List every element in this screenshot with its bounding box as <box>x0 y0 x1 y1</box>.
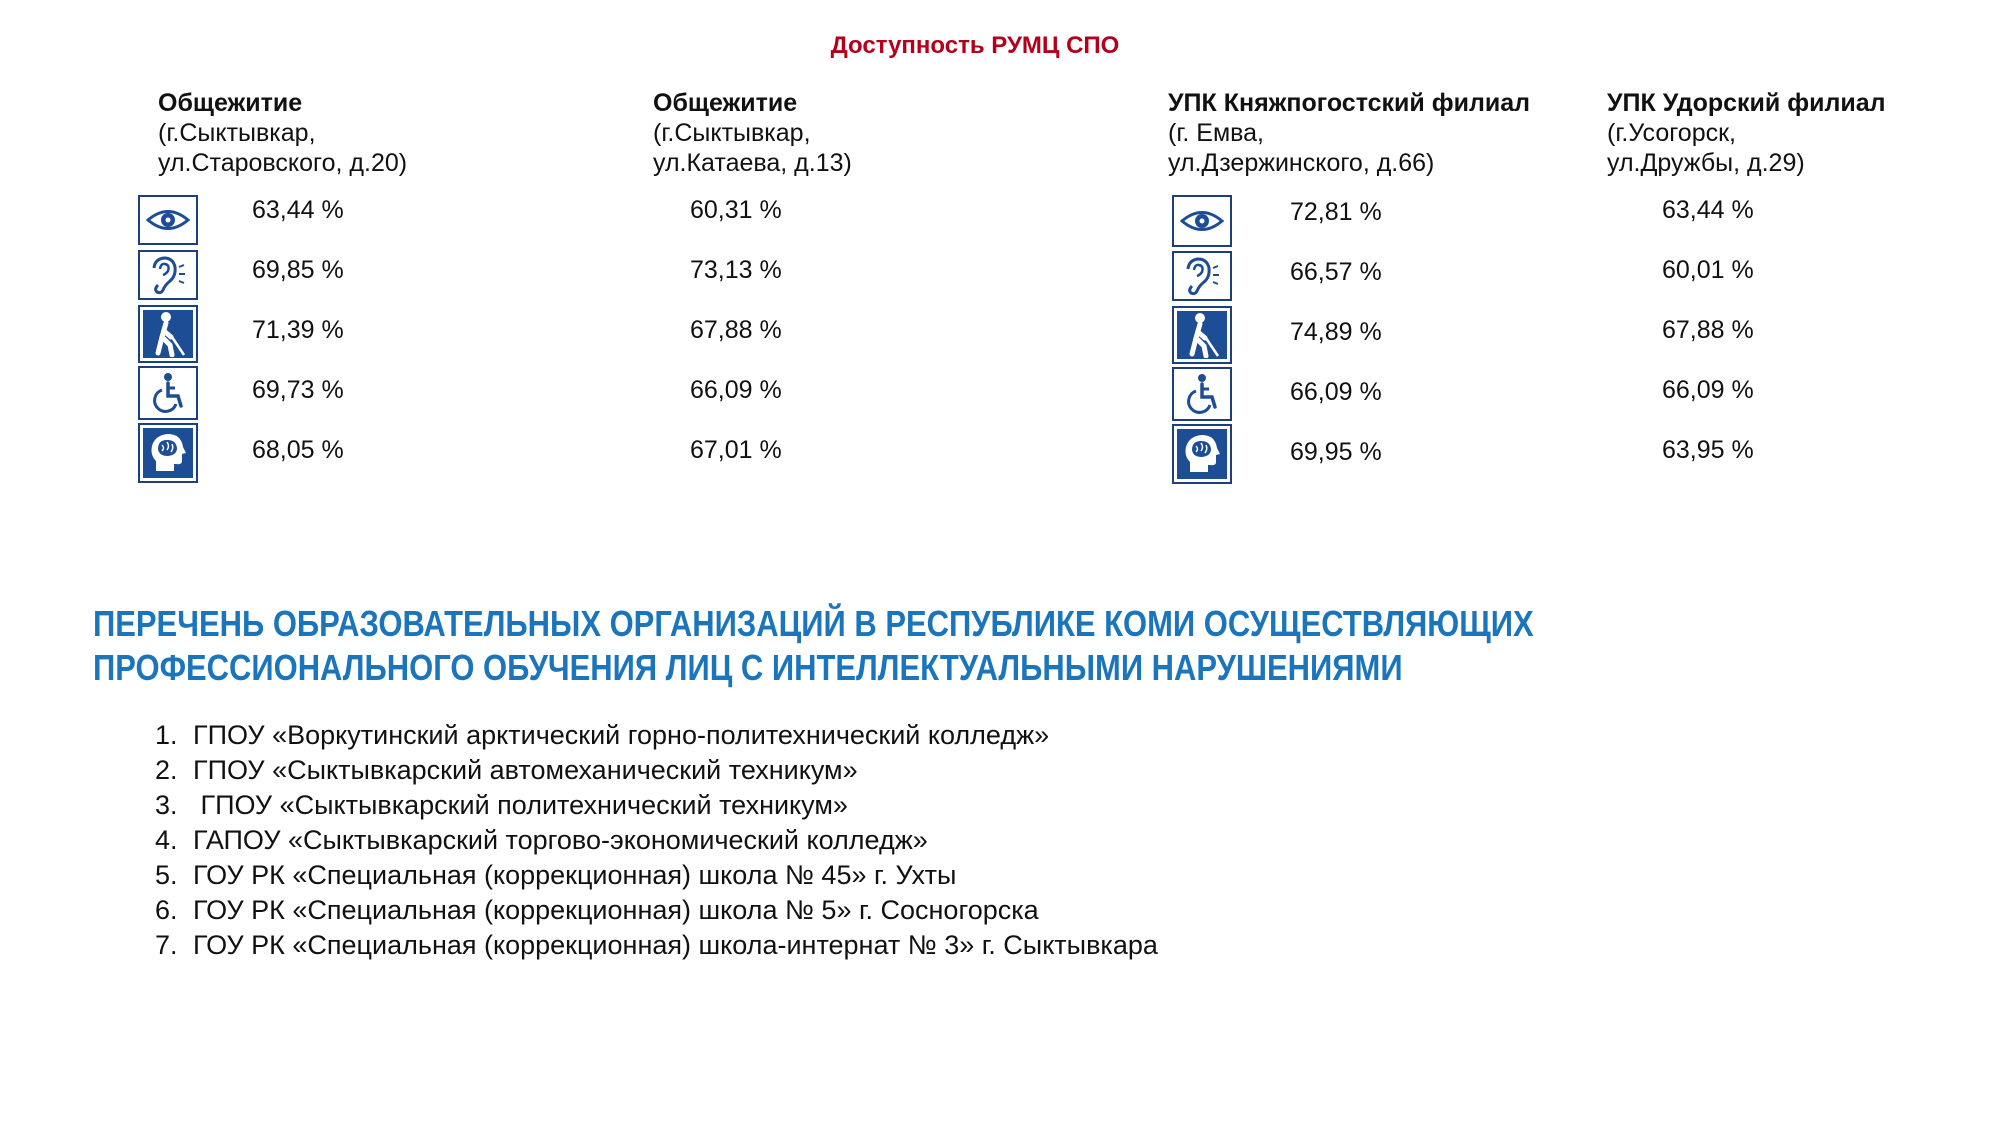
value-vision: 63,44 % <box>1662 196 1754 224</box>
list-item <box>155 928 1158 963</box>
eye-icon <box>138 195 198 245</box>
list-item-number: 2. <box>155 755 178 785</box>
list-item-number: 3. <box>155 790 178 820</box>
value-hearing: 66,57 % <box>1290 258 1382 286</box>
value-hearing: 69,85 % <box>252 256 344 284</box>
organization-list <box>155 718 1158 963</box>
list-item <box>155 788 1158 823</box>
head-brain-icon <box>1172 424 1232 484</box>
blind-person-cane-icon <box>1172 306 1232 364</box>
column-address-line1: (г.Сыктывкар, <box>653 119 811 147</box>
value-blind-mobility: 71,39 % <box>252 316 344 344</box>
value-vision: 72,81 % <box>1290 198 1382 226</box>
list-item-text: ГПОУ «Сыктывкарский политехнический техникум» <box>193 790 848 820</box>
value-wheelchair: 66,09 % <box>1662 376 1754 404</box>
column-header-dorm-starovskogo <box>158 88 407 178</box>
column-address-line2: ул.Дзержинского, д.66) <box>1168 149 1435 177</box>
value-hearing: 60,01 % <box>1662 256 1754 284</box>
column-header-upk-knyazhpogost <box>1168 88 1530 178</box>
list-item-number: 1. <box>155 720 178 750</box>
value-mental: 63,95 % <box>1662 436 1754 464</box>
head-brain-icon <box>138 423 198 483</box>
value-hearing: 73,13 % <box>690 256 782 284</box>
column-address-line2: ул.Катаева, д.13) <box>653 149 852 177</box>
ear-icon <box>1172 251 1232 301</box>
list-item <box>155 718 1158 753</box>
value-mental: 68,05 % <box>252 436 344 464</box>
slide-title: Доступность РУМЦ СПО <box>830 32 1120 59</box>
value-wheelchair: 66,09 % <box>690 376 782 404</box>
value-blind-mobility: 74,89 % <box>1290 318 1382 346</box>
list-item-number: 4. <box>155 825 178 855</box>
list-item-text: ГПОУ «Воркутинский арктический горно-политехнический колледж» <box>193 720 1050 750</box>
value-wheelchair: 69,73 % <box>252 376 344 404</box>
value-wheelchair: 66,09 % <box>1290 378 1382 406</box>
column-header-upk-udora <box>1607 88 1886 178</box>
list-item-text: ГПОУ «Сыктывкарский автомеханический техникум» <box>193 755 858 785</box>
wheelchair-icon <box>1172 367 1232 421</box>
column-address-line2: ул.Старовского, д.20) <box>158 149 408 177</box>
value-vision: 63,44 % <box>252 196 344 224</box>
column-address-line1: (г.Усогорск, <box>1607 119 1736 147</box>
section-heading-line2: ПРОФЕССИОНАЛЬНОГО ОБУЧЕНИЯ ЛИЦ С ИНТЕЛЛЕКТУАЛЬНЫМИ НАРУШЕНИЯМИ <box>93 647 1403 688</box>
ear-icon <box>138 250 198 300</box>
list-item-number: 5. <box>155 860 178 890</box>
column-name: УПК Княжпогостский филиал <box>1168 89 1530 117</box>
section-heading-line1: ПЕРЕЧЕНЬ ОБРАЗОВАТЕЛЬНЫХ ОРГАНИЗАЦИЙ В РЕСПУБЛИКЕ КОМИ ОСУЩЕСТВЛЯЮЩИХ <box>93 603 1534 644</box>
list-item <box>155 858 1158 893</box>
list-item-number: 7. <box>155 930 178 960</box>
list-item-text: ГОУ РК «Специальная (коррекционная) школа № 5» г. Сосногорска <box>193 895 1039 925</box>
list-item-text: ГОУ РК «Специальная (коррекционная) школа-интернат № 3» г. Сыктывкара <box>193 930 1158 960</box>
column-name: УПК Удорский филиал <box>1607 89 1886 117</box>
column-address-line1: (г.Сыктывкар, <box>158 119 316 147</box>
column-header-dorm-kataeva <box>653 88 852 178</box>
section-heading <box>93 602 1684 690</box>
list-item <box>155 753 1158 788</box>
list-item <box>155 893 1158 928</box>
list-item-text: ГОУ РК «Специальная (коррекционная) школа № 45» г. Ухты <box>193 860 957 890</box>
column-name: Общежитие <box>653 89 798 117</box>
column-address-line2: ул.Дружбы, д.29) <box>1607 149 1805 177</box>
list-item <box>155 823 1158 858</box>
list-item-number: 6. <box>155 895 178 925</box>
eye-icon <box>1172 195 1232 247</box>
column-address-line1: (г. Емва, <box>1168 119 1264 147</box>
value-mental: 69,95 % <box>1290 438 1382 466</box>
value-mental: 67,01 % <box>690 436 782 464</box>
value-blind-mobility: 67,88 % <box>1662 316 1754 344</box>
column-name: Общежитие <box>158 89 303 117</box>
blind-person-cane-icon <box>138 305 198 363</box>
list-item-text: ГАПОУ «Сыктывкарский торгово-экономический колледж» <box>193 825 928 855</box>
value-vision: 60,31 % <box>690 196 782 224</box>
wheelchair-icon <box>138 366 198 420</box>
value-blind-mobility: 67,88 % <box>690 316 782 344</box>
